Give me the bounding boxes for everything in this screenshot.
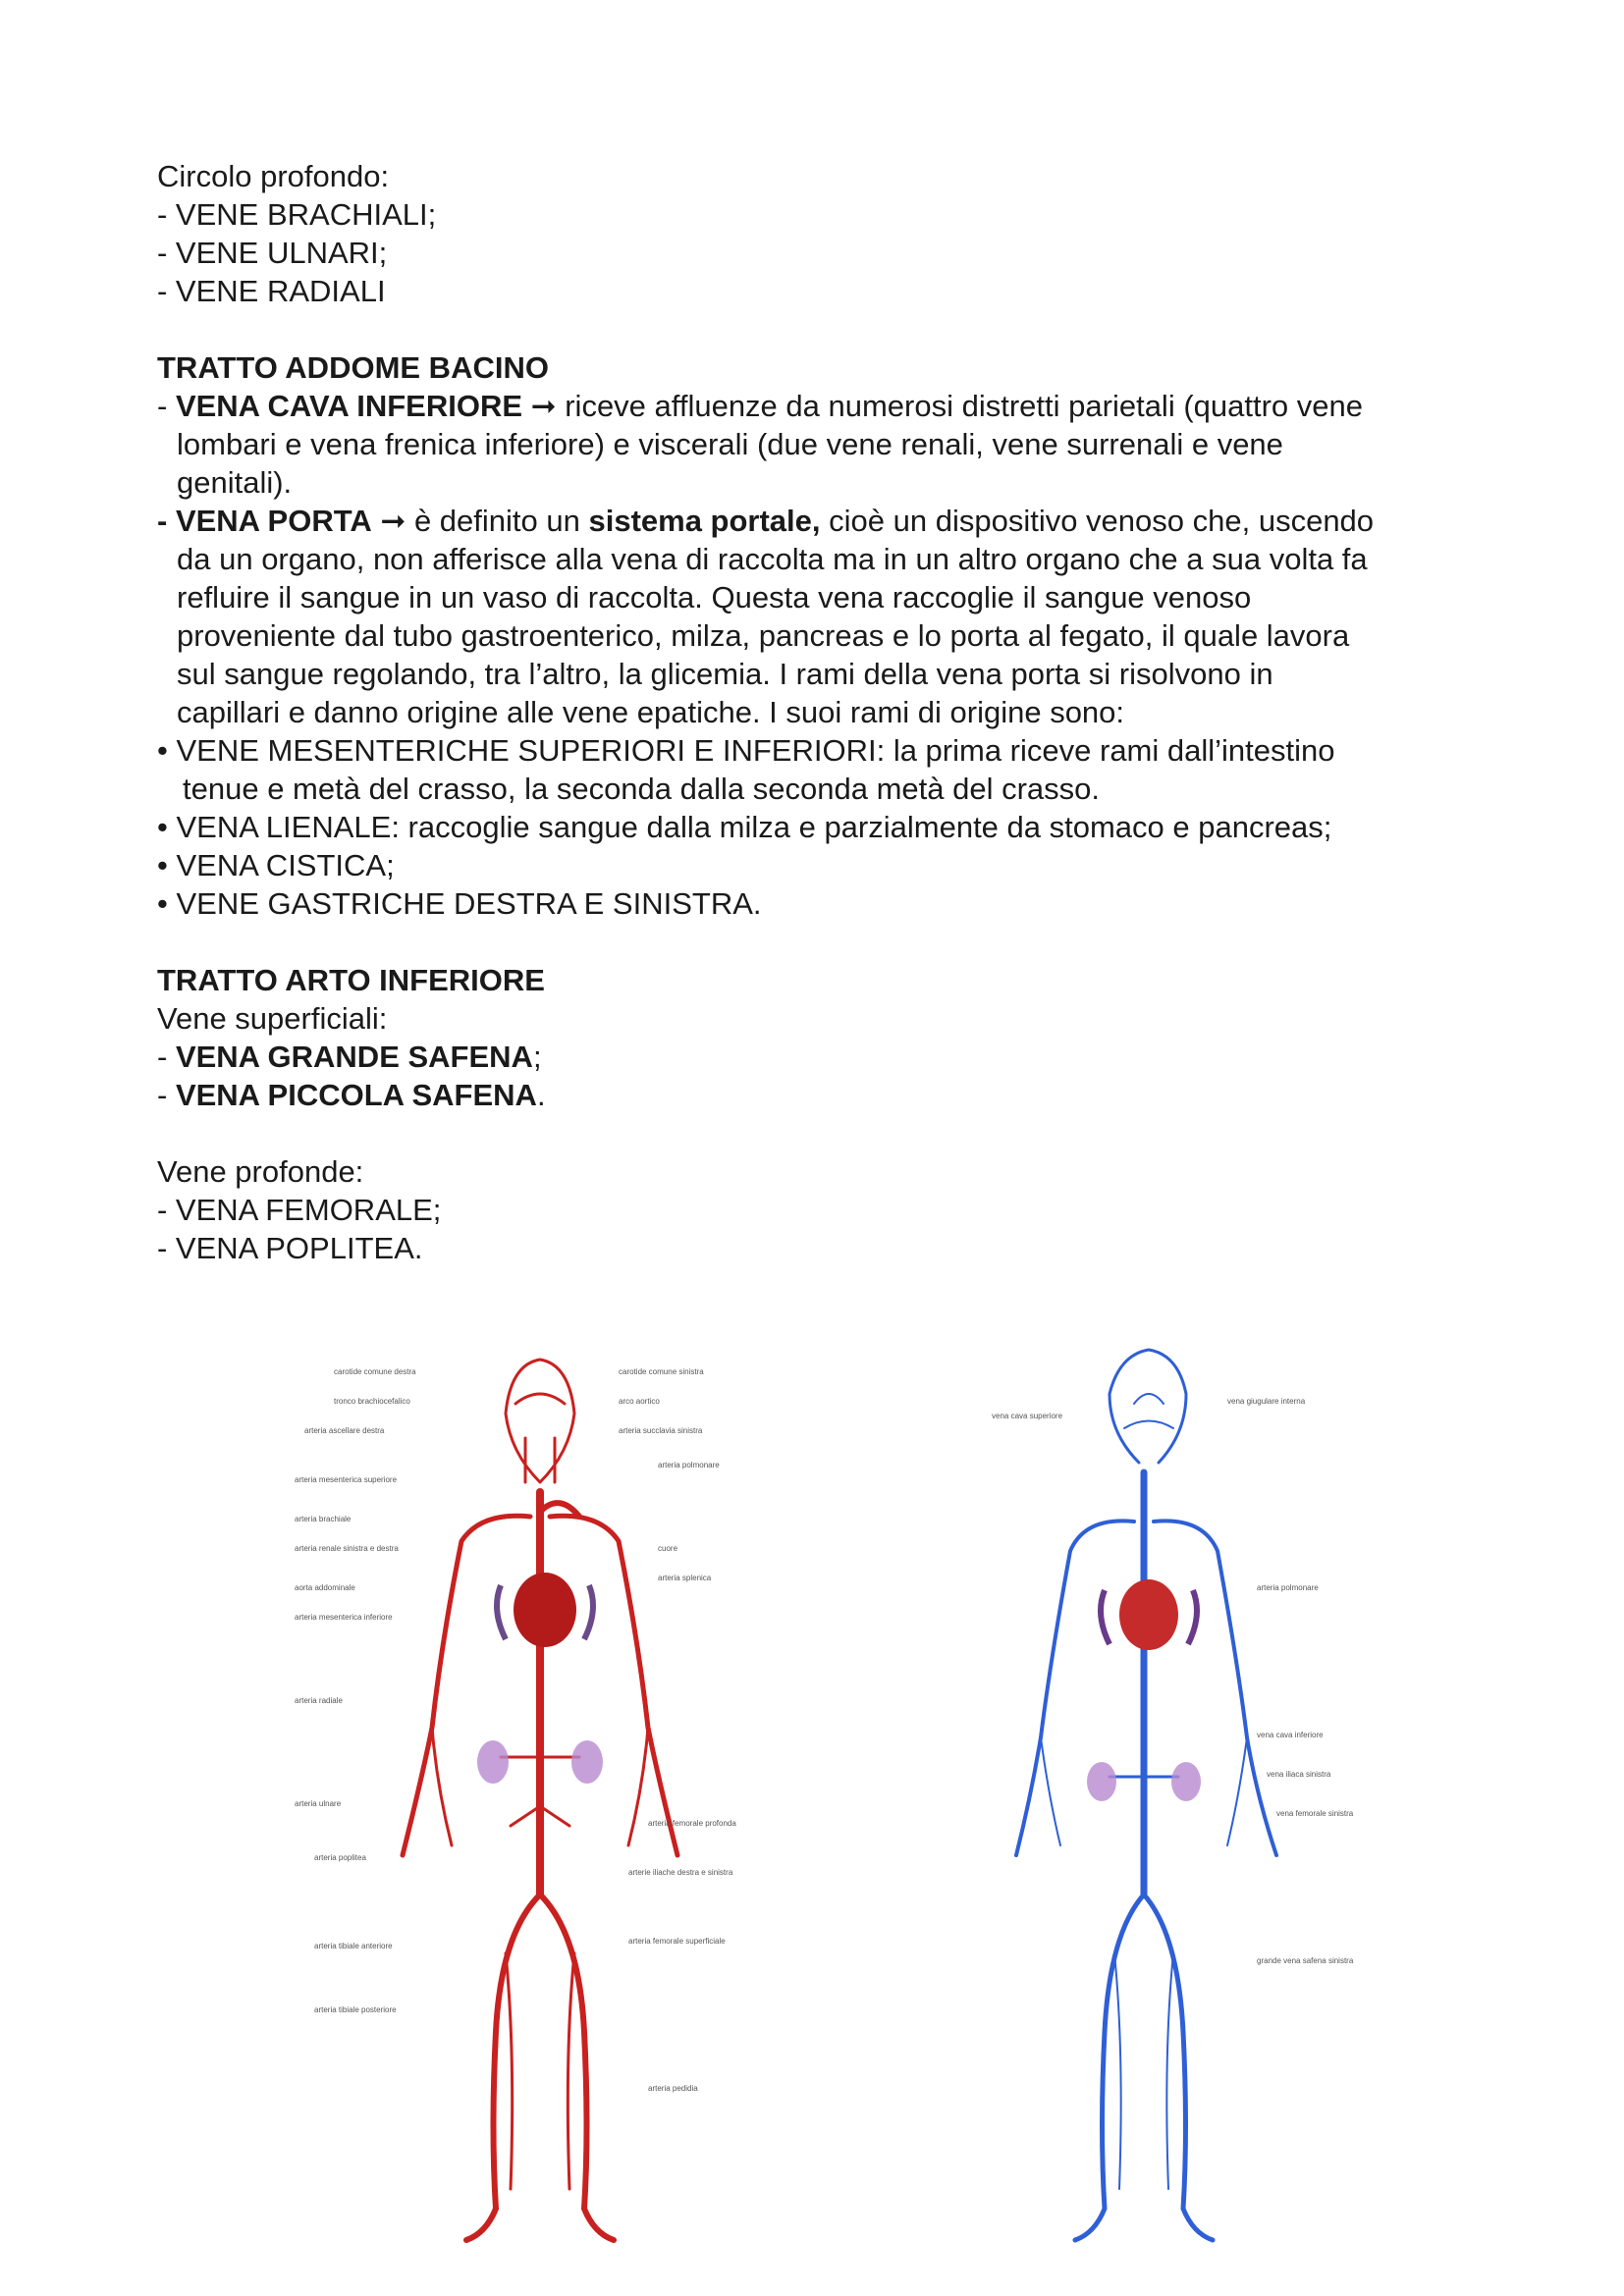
svg-text:arteria ulnare: arteria ulnare — [295, 1799, 342, 1808]
svg-text:arteria pedidia: arteria pedidia — [648, 2084, 698, 2093]
svg-text:arteria renale sinistra e dest: arteria renale sinistra e destra — [295, 1544, 399, 1553]
svg-text:cuore: cuore — [658, 1544, 678, 1553]
svg-text:arterie iliache destra e sinis: arterie iliache destra e sinistra — [628, 1868, 733, 1877]
svg-text:vena cava superiore: vena cava superiore — [992, 1412, 1063, 1420]
svg-text:arteria splenica: arteria splenica — [658, 1574, 712, 1582]
svg-text:arco aortico: arco aortico — [619, 1397, 660, 1406]
svg-text:vena giugulare interna: vena giugulare interna — [1227, 1397, 1306, 1406]
bullet-item: • VENA LIENALE: raccoglie sangue dalla milza e parzialmente da stomaco e pancreas; — [157, 810, 1332, 844]
svg-text:grande vena safena sinistra: grande vena safena sinistra — [1257, 1956, 1354, 1965]
arterial-system-figure — [265, 1345, 815, 2258]
bullet-item: • VENE MESENTERICHE SUPERIORI E INFERIORI: la prima riceve rami dall’intestino — [157, 733, 1335, 768]
svg-text:arteria femorale profonda: arteria femorale profonda — [648, 1819, 736, 1828]
list-item: - VENE RADIALI — [157, 274, 386, 308]
svg-text:aorta addominale: aorta addominale — [295, 1583, 355, 1592]
svg-text:vena iliaca sinistra: vena iliaca sinistra — [1267, 1770, 1331, 1779]
svg-text:arteria tibiale anteriore: arteria tibiale anteriore — [314, 1942, 393, 1950]
section-heading-addome: TRATTO ADDOME BACINO — [157, 350, 549, 385]
vena-cava-line: lombari e vena frenica inferiore) e viscerali (due vene renali, vene surrenali e vene — [177, 427, 1283, 461]
bullet-item: • VENA CISTICA; — [157, 848, 395, 882]
svg-text:arteria polmonare: arteria polmonare — [1257, 1583, 1319, 1592]
svg-text:carotide comune destra: carotide comune destra — [334, 1367, 416, 1376]
vena-cava-line: - VENA CAVA INFERIORE ➞ riceve affluenze da numerosi distretti parietali (quattro vene — [157, 389, 1363, 423]
circolo-profondo-heading: Circolo profondo: — [157, 159, 390, 193]
list-item: - VENA PICCOLA SAFENA. — [157, 1078, 546, 1112]
list-item: - VENA GRANDE SAFENA; — [157, 1040, 542, 1074]
vena-porta-line: proveniente dal tubo gastroenterico, milza, pancreas e lo porta al fegato, il quale lavora — [177, 618, 1350, 653]
list-item: - VENE BRACHIALI; — [157, 197, 437, 232]
list-item: - VENA POPLITEA. — [157, 1231, 423, 1265]
svg-text:arteria radiale: arteria radiale — [295, 1696, 343, 1705]
svg-text:arteria tibiale posteriore: arteria tibiale posteriore — [314, 2005, 397, 2014]
profonde-heading: Vene profonde: — [157, 1154, 364, 1189]
venous-system-illustration — [943, 1345, 1492, 2258]
svg-text:arteria femorale superficiale: arteria femorale superficiale — [628, 1937, 726, 1946]
section-heading-arto: TRATTO ARTO INFERIORE — [157, 963, 545, 997]
svg-text:vena femorale sinistra: vena femorale sinistra — [1276, 1809, 1354, 1818]
vena-porta-line: capillari e danno origine alle vene epatiche. I suoi rami di origine sono: — [177, 695, 1125, 729]
list-item: - VENE ULNARI; — [157, 236, 388, 270]
vena-cava-line: genitali). — [177, 465, 293, 500]
svg-text:arteria mesenterica superiore: arteria mesenterica superiore — [295, 1475, 398, 1484]
document-text — [157, 157, 1492, 1267]
svg-text:arteria mesenterica inferiore: arteria mesenterica inferiore — [295, 1613, 393, 1622]
bullet-item-cont: tenue e metà del crasso, la seconda dalla seconda metà del crasso. — [183, 772, 1100, 806]
bullet-item: • VENE GASTRICHE DESTRA E SINISTRA. — [157, 886, 762, 921]
list-item: - VENA FEMORALE; — [157, 1193, 442, 1227]
svg-text:arteria brachiale: arteria brachiale — [295, 1515, 352, 1523]
arterial-labels — [295, 1367, 736, 2093]
vena-porta-line: refluire il sangue in un vaso di raccolta. Questa vena raccoglie il sangue venoso — [177, 580, 1252, 614]
venous-system-figure — [943, 1345, 1492, 2258]
svg-text:vena cava inferiore: vena cava inferiore — [1257, 1731, 1324, 1739]
svg-text:carotide comune sinistra: carotide comune sinistra — [619, 1367, 704, 1376]
venous-labels — [992, 1397, 1354, 1965]
vena-porta-line: - VENA PORTA ➞ è definito un sistema portale, cioè un dispositivo venoso che, uscendo — [157, 504, 1375, 538]
svg-text:arteria poplitea: arteria poplitea — [314, 1853, 366, 1862]
svg-text:arteria succlavia sinistra: arteria succlavia sinistra — [619, 1426, 703, 1435]
vena-porta-line: sul sangue regolando, tra l’altro, la glicemia. I rami della vena porta si risolvono in — [177, 657, 1273, 691]
superficiali-heading: Vene superficiali: — [157, 1001, 388, 1036]
arterial-system-illustration — [265, 1345, 815, 2258]
vena-porta-line: da un organo, non afferisce alla vena di raccolta ma in un altro organo che a sua volta fa — [177, 542, 1368, 576]
svg-text:arteria ascellare destra: arteria ascellare destra — [304, 1426, 385, 1435]
svg-text:arteria polmonare: arteria polmonare — [658, 1461, 720, 1469]
svg-text:tronco brachiocefalico: tronco brachiocefalico — [334, 1397, 410, 1406]
